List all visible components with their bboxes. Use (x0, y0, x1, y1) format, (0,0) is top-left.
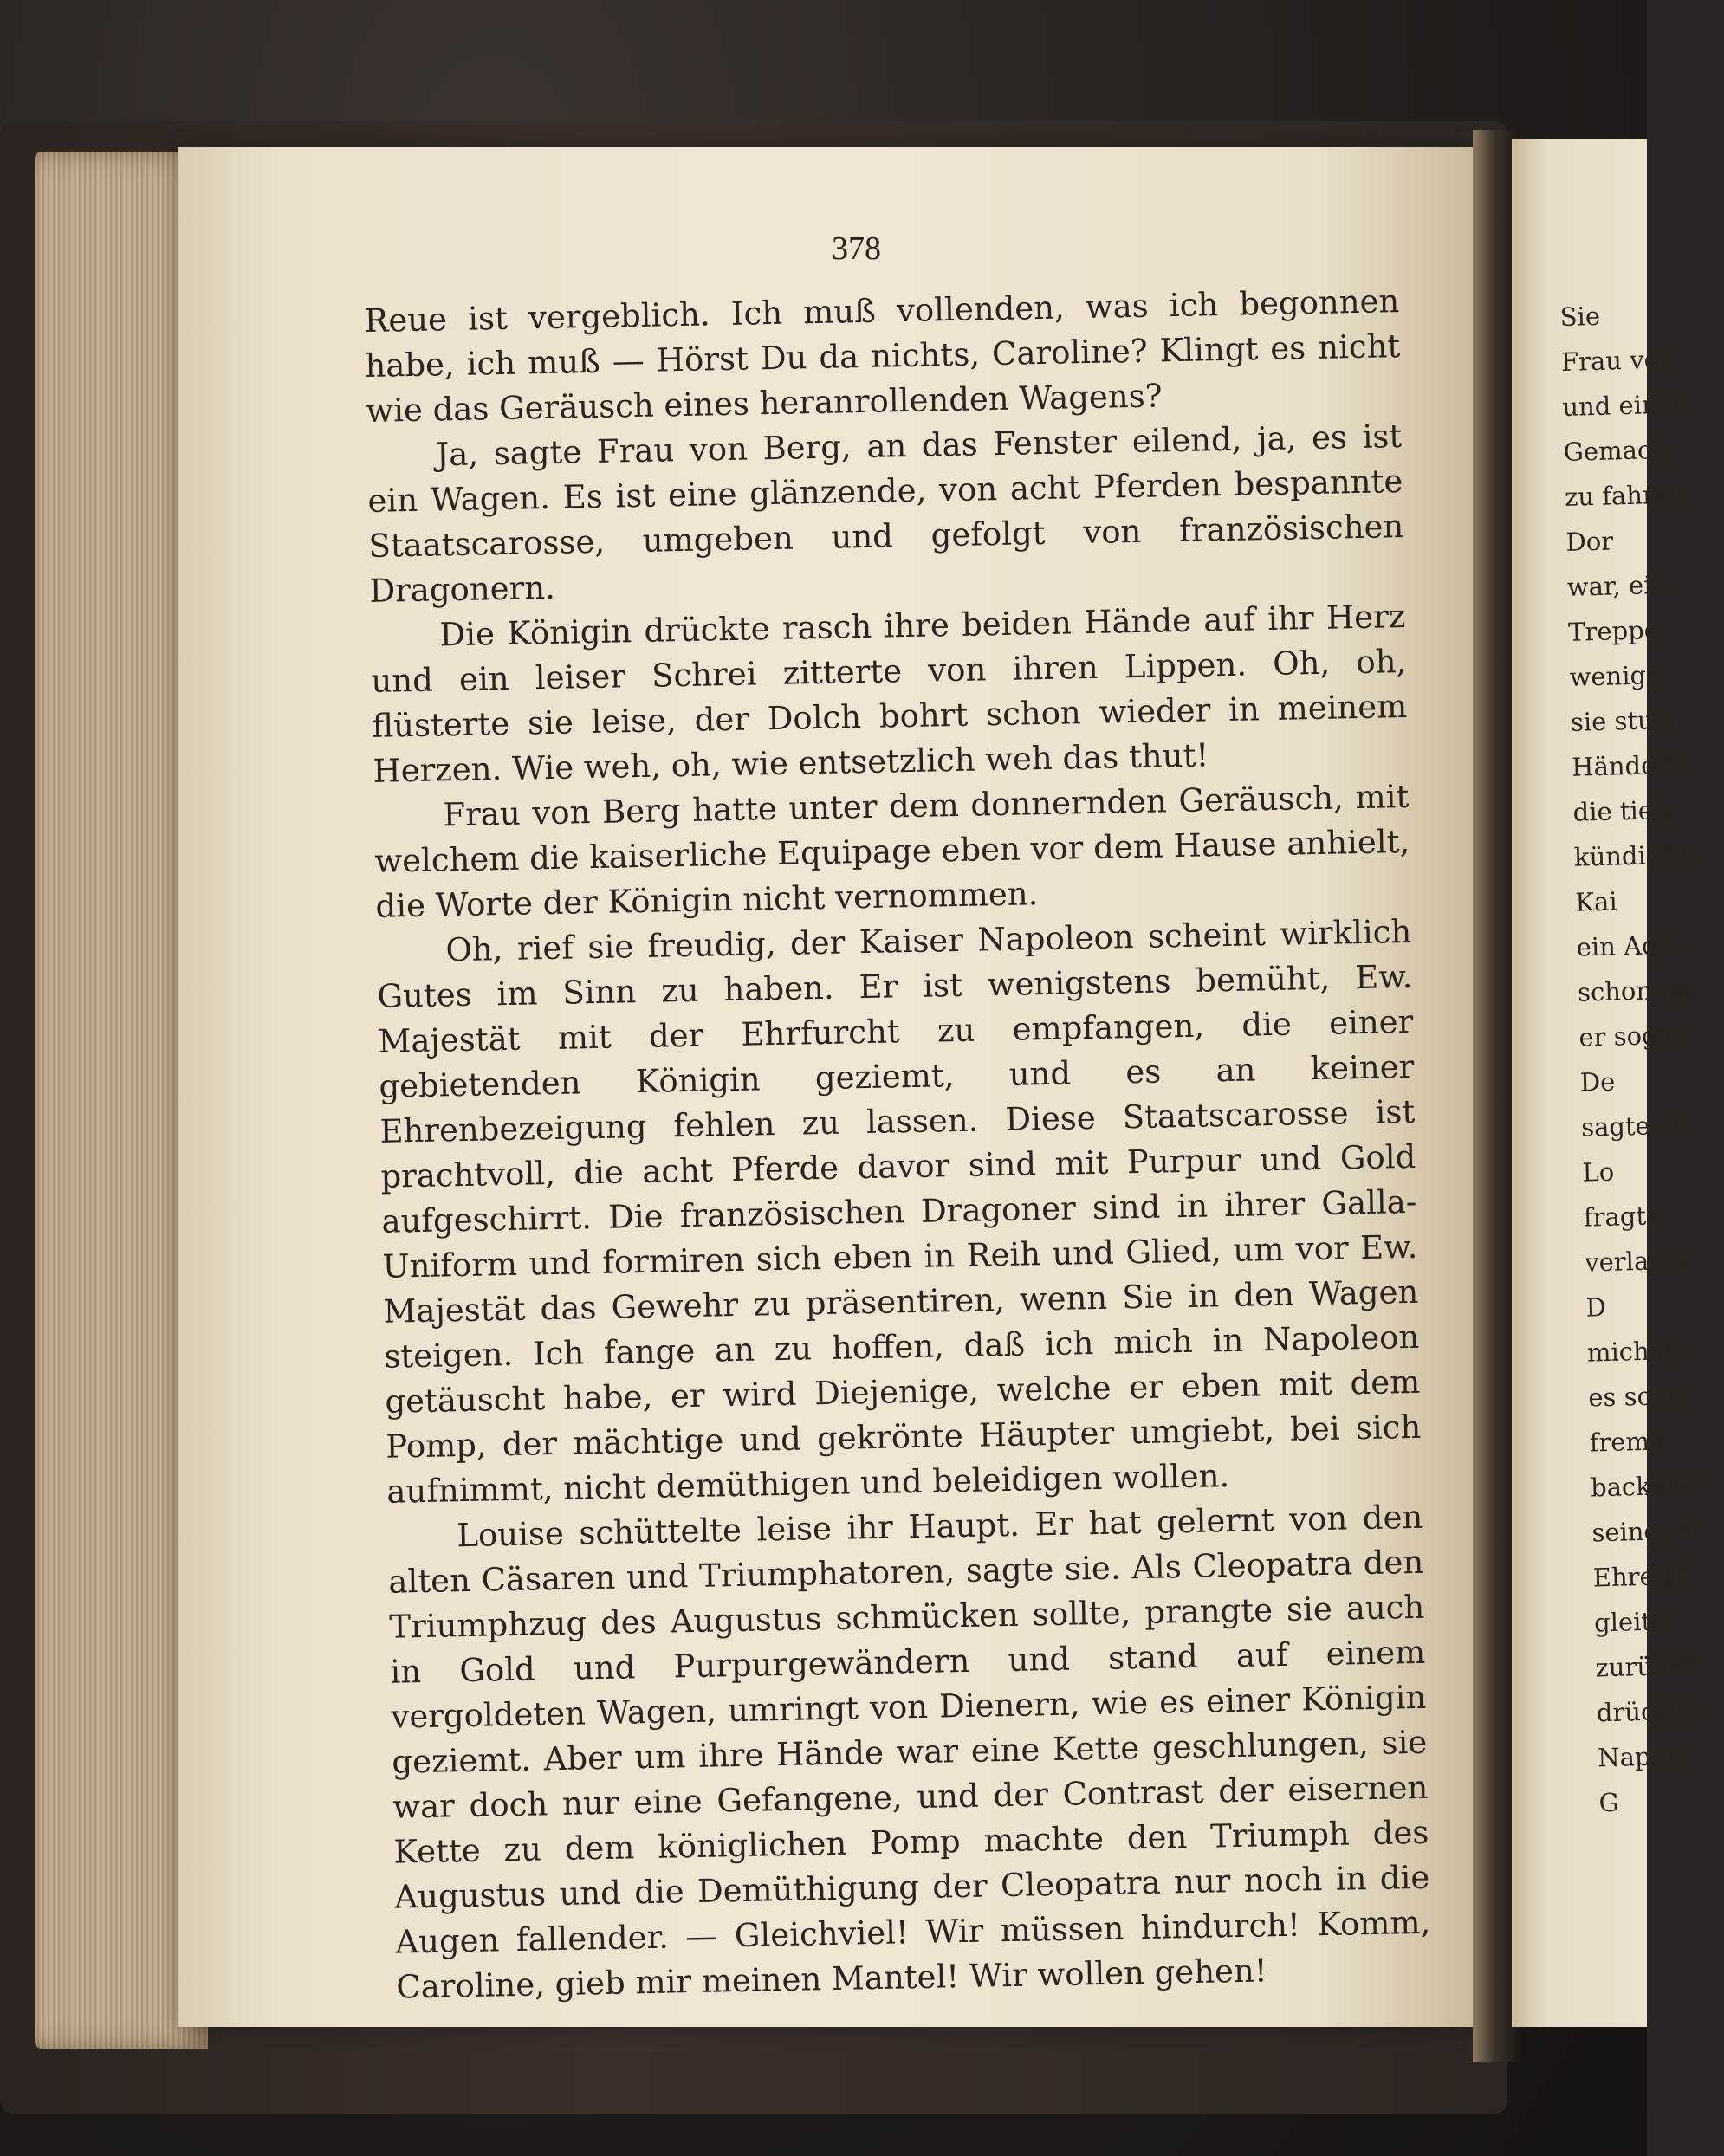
next-page-line: fragte (1583, 1201, 1662, 1233)
next-page-line: schon un (1577, 974, 1694, 1007)
next-page-line: zu fahren (1564, 479, 1687, 512)
next-page-line: Ehrend (1592, 1560, 1688, 1593)
next-page-line: De (1579, 1066, 1616, 1097)
page-body-text (364, 279, 1432, 2010)
next-page-line: backener (1590, 1469, 1710, 1503)
next-page-line: Sie (1559, 301, 1601, 332)
next-page-line: Kai (1574, 886, 1618, 917)
next-page-line: kündigter (1573, 839, 1700, 872)
next-page-line: war, ein (1566, 569, 1669, 602)
paragraph: Ja, sagte Frau von Berg, an das Fenster eilend, ja, es ist ein Wagen. Es ist eine glänzende, von acht Pferden bespannte Staatscarosse, umgeben und gefolgt von französischen Dragonern. (367, 418, 1404, 610)
paragraph: Die Königin drückte rasch ihre beiden Hände auf ihr Herz und ein leiser Schrei zitterte von ihren Lippen. Oh, oh, flüsterte sie leise, der Dolch bohrt schon wieder in meinem Herzen. Wie weh, oh, wie entsetzlich weh das thut! (371, 597, 1408, 790)
page-number: 378 (832, 230, 881, 267)
next-page-line: Händedr (1571, 749, 1685, 782)
next-page-line: gleiter (1593, 1605, 1679, 1638)
next-page-line: D (1585, 1292, 1607, 1323)
next-page-line: seinen P (1591, 1515, 1701, 1548)
next-page-line: sagte er (1580, 1110, 1686, 1143)
next-page-line: es schei (1587, 1380, 1691, 1413)
paragraph: Frau von Berg hatte unter dem donnernden Geräusch, mit welchem die kaiserliche Equipage eben vor dem Hause anhielt, die Worte der Königin nicht vernommen. (374, 777, 1410, 925)
next-page-line: er soglei (1578, 1020, 1689, 1052)
next-page-line: Treppe (1567, 615, 1660, 647)
next-page-line: G (1598, 1787, 1620, 1818)
next-page-line: verlasse (1584, 1245, 1690, 1278)
next-page-line: sie stum (1570, 704, 1678, 737)
next-page-line: drücklich (1596, 1694, 1717, 1728)
paragraph: Oh, rief sie freudig, der Kaiser Napoleon scheint wirklich Gutes im Sinn zu haben. Er ist wenigstens bemüht, Ew. Majestät mit der Ehrfurcht zu empfangen, die einer gebietenden Königin geziemt, und es an keiner Ehrenbezeigung fehlen zu lassen. Diese Staatscarosse ist prachtvoll, die acht Pferde davor sind mit Purpur und Gold aufgeschirrt. Die französischen Dragoner sind in ihrer Galla-Uniform und formiren sich eben in Reih und Glied, um vor Ew. Majestät das Gewehr zu präsentiren, wenn Sie in den Wagen steigen. Ich fange an zu hoffen, daß ich mich in Napoleon getäuscht habe, er wird Diejenige, welche er eben mit dem Pomp, der mächtige und gekrönte Häupter umgiebt, bei sich aufnimmt, nicht demüthigen und beleidigen wollen. (377, 912, 1422, 1511)
next-page-line: und einer (1561, 389, 1686, 422)
next-page-line: mich di (1586, 1335, 1682, 1368)
next-page-line: Dor (1565, 526, 1614, 557)
paragraph: Louise schüttelte leise ihr Haupt. Er hat gelernt von den alten Cäsaren und Triumphatoren, sagte sie. Als Cleopatra den Triumphzug des Augustus schmücken sollte, prangte sie auch in Gold und Purpurgewändern und stand auf einem vergoldeten Wagen, umringt von Dienern, wie es einer Königin geziemt. Aber um ihre Hände war eine Kette geschlungen, sie war doch nur eine Gefangene, und der Contrast der eisernen Kette zu dem königlichen Pomp machte den Triumph des Augustus und die Demüthigung der Cleopatra nur noch in die Augen fallender. — Gleichviel! Wir müssen hindurch! Komm, Caroline, gieb mir meinen Mantel! Wir wollen gehen! (388, 1498, 1431, 2006)
next-page-line: Lo (1582, 1156, 1615, 1188)
next-page-line: die tiefe (1572, 794, 1678, 827)
next-page-line: zurückbl (1595, 1650, 1708, 1683)
paragraph: Reue ist vergeblich. Ich muß vollenden, was ich begonnen habe, ich muß — Hörst Du da nichts, Caroline? Klingt es nicht wie das Geräusch eines heranrollenden Wagens? (364, 282, 1401, 430)
next-page-line: Napole (1597, 1740, 1689, 1773)
next-page-line: wenig; (1569, 660, 1656, 692)
next-page-line: Gemach, (1563, 434, 1676, 467)
next-page-line: ein Adju (1576, 929, 1682, 962)
next-page-line: fremd (1589, 1426, 1666, 1458)
next-page-line: Frau vor (1560, 344, 1672, 377)
